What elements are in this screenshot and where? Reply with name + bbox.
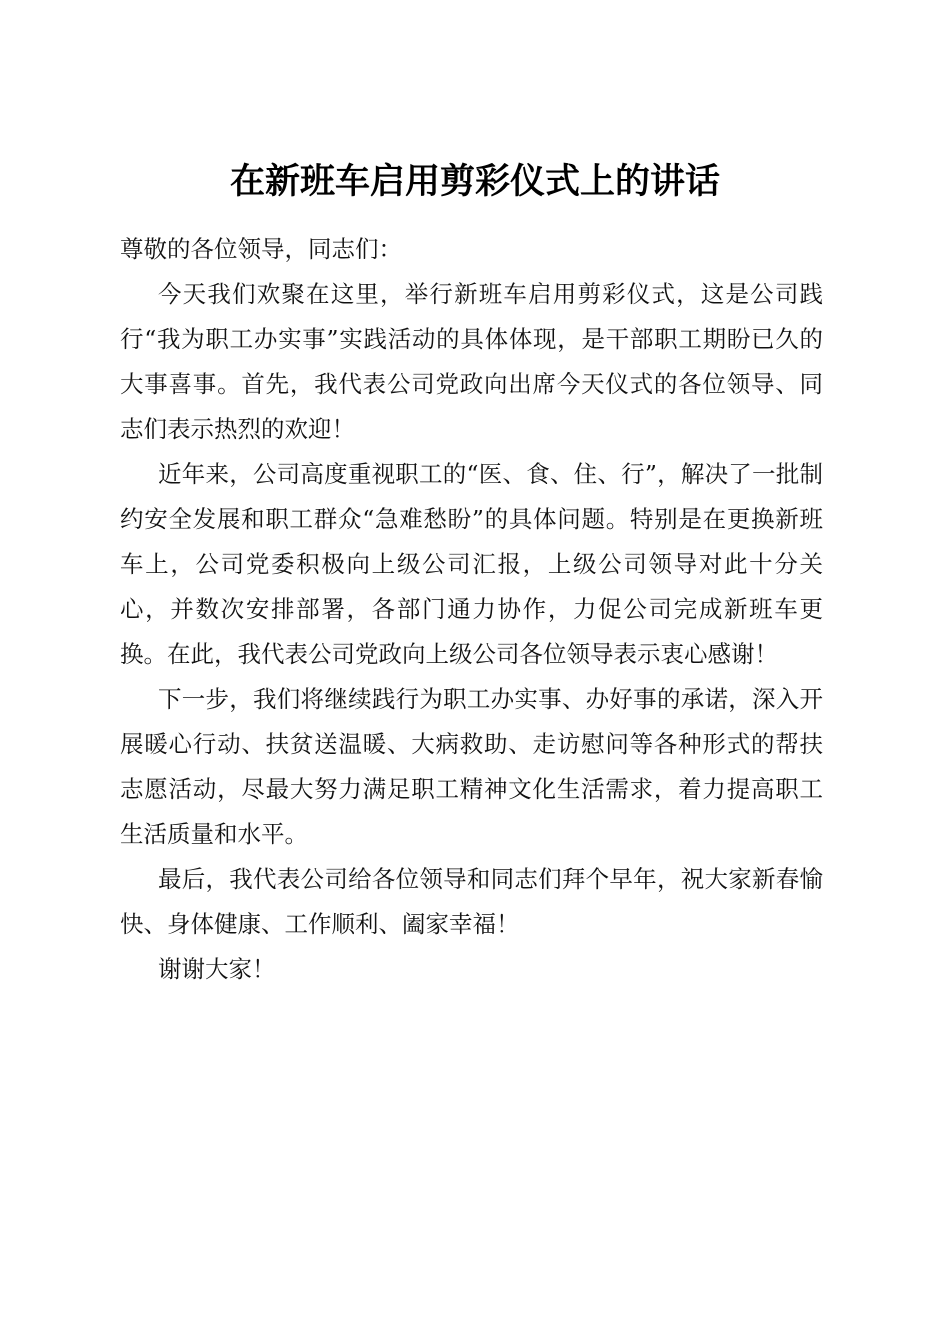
document-body bbox=[120, 227, 823, 992]
paragraph-thanks: 谢谢大家！ bbox=[158, 955, 276, 983]
salutation: 尊敬的各位领导，同志们： bbox=[120, 235, 402, 263]
paragraph-next-steps: 下一步，我们将继续践行为职工办实事、办好事的承诺，深入开展暖心行动、扶贫送温暖、大病救助、走访慰问等各种形式的帮扶志愿活动，尽最大努力满足职工精神文化生活需求，着力提高职工生活质量和水平。 bbox=[120, 685, 823, 848]
paragraph-closing-wishes: 最后，我代表公司给各位领导和同志们拜个早年，祝大家新春愉快、身体健康、工作顺利、阖家幸福！ bbox=[120, 865, 823, 938]
document-title: 在新班车启用剪彩仪式上的讲话 bbox=[229, 161, 720, 203]
paragraph-background: 近年来，公司高度重视职工的“医、食、住、行”，解决了一批制约安全发展和职工群众“急难愁盼”的具体问题。特别是在更换新班车上，公司党委积极向上级公司汇报，上级公司领导对此十分关心，并数次安排部署，各部门通力协作，力促公司完成新班车更换。在此，我代表公司党政向上级公司各位领导表示衷心感谢！ bbox=[120, 460, 823, 668]
paragraph-opening: 今天我们欢聚在这里，举行新班车启用剪彩仪式，这是公司践行“我为职工办实事”实践活动的具体体现，是干部职工期盼已久的大事喜事。首先，我代表公司党政向出席今天仪式的各位领导、同志们表示热烈的欢迎！ bbox=[120, 280, 823, 443]
